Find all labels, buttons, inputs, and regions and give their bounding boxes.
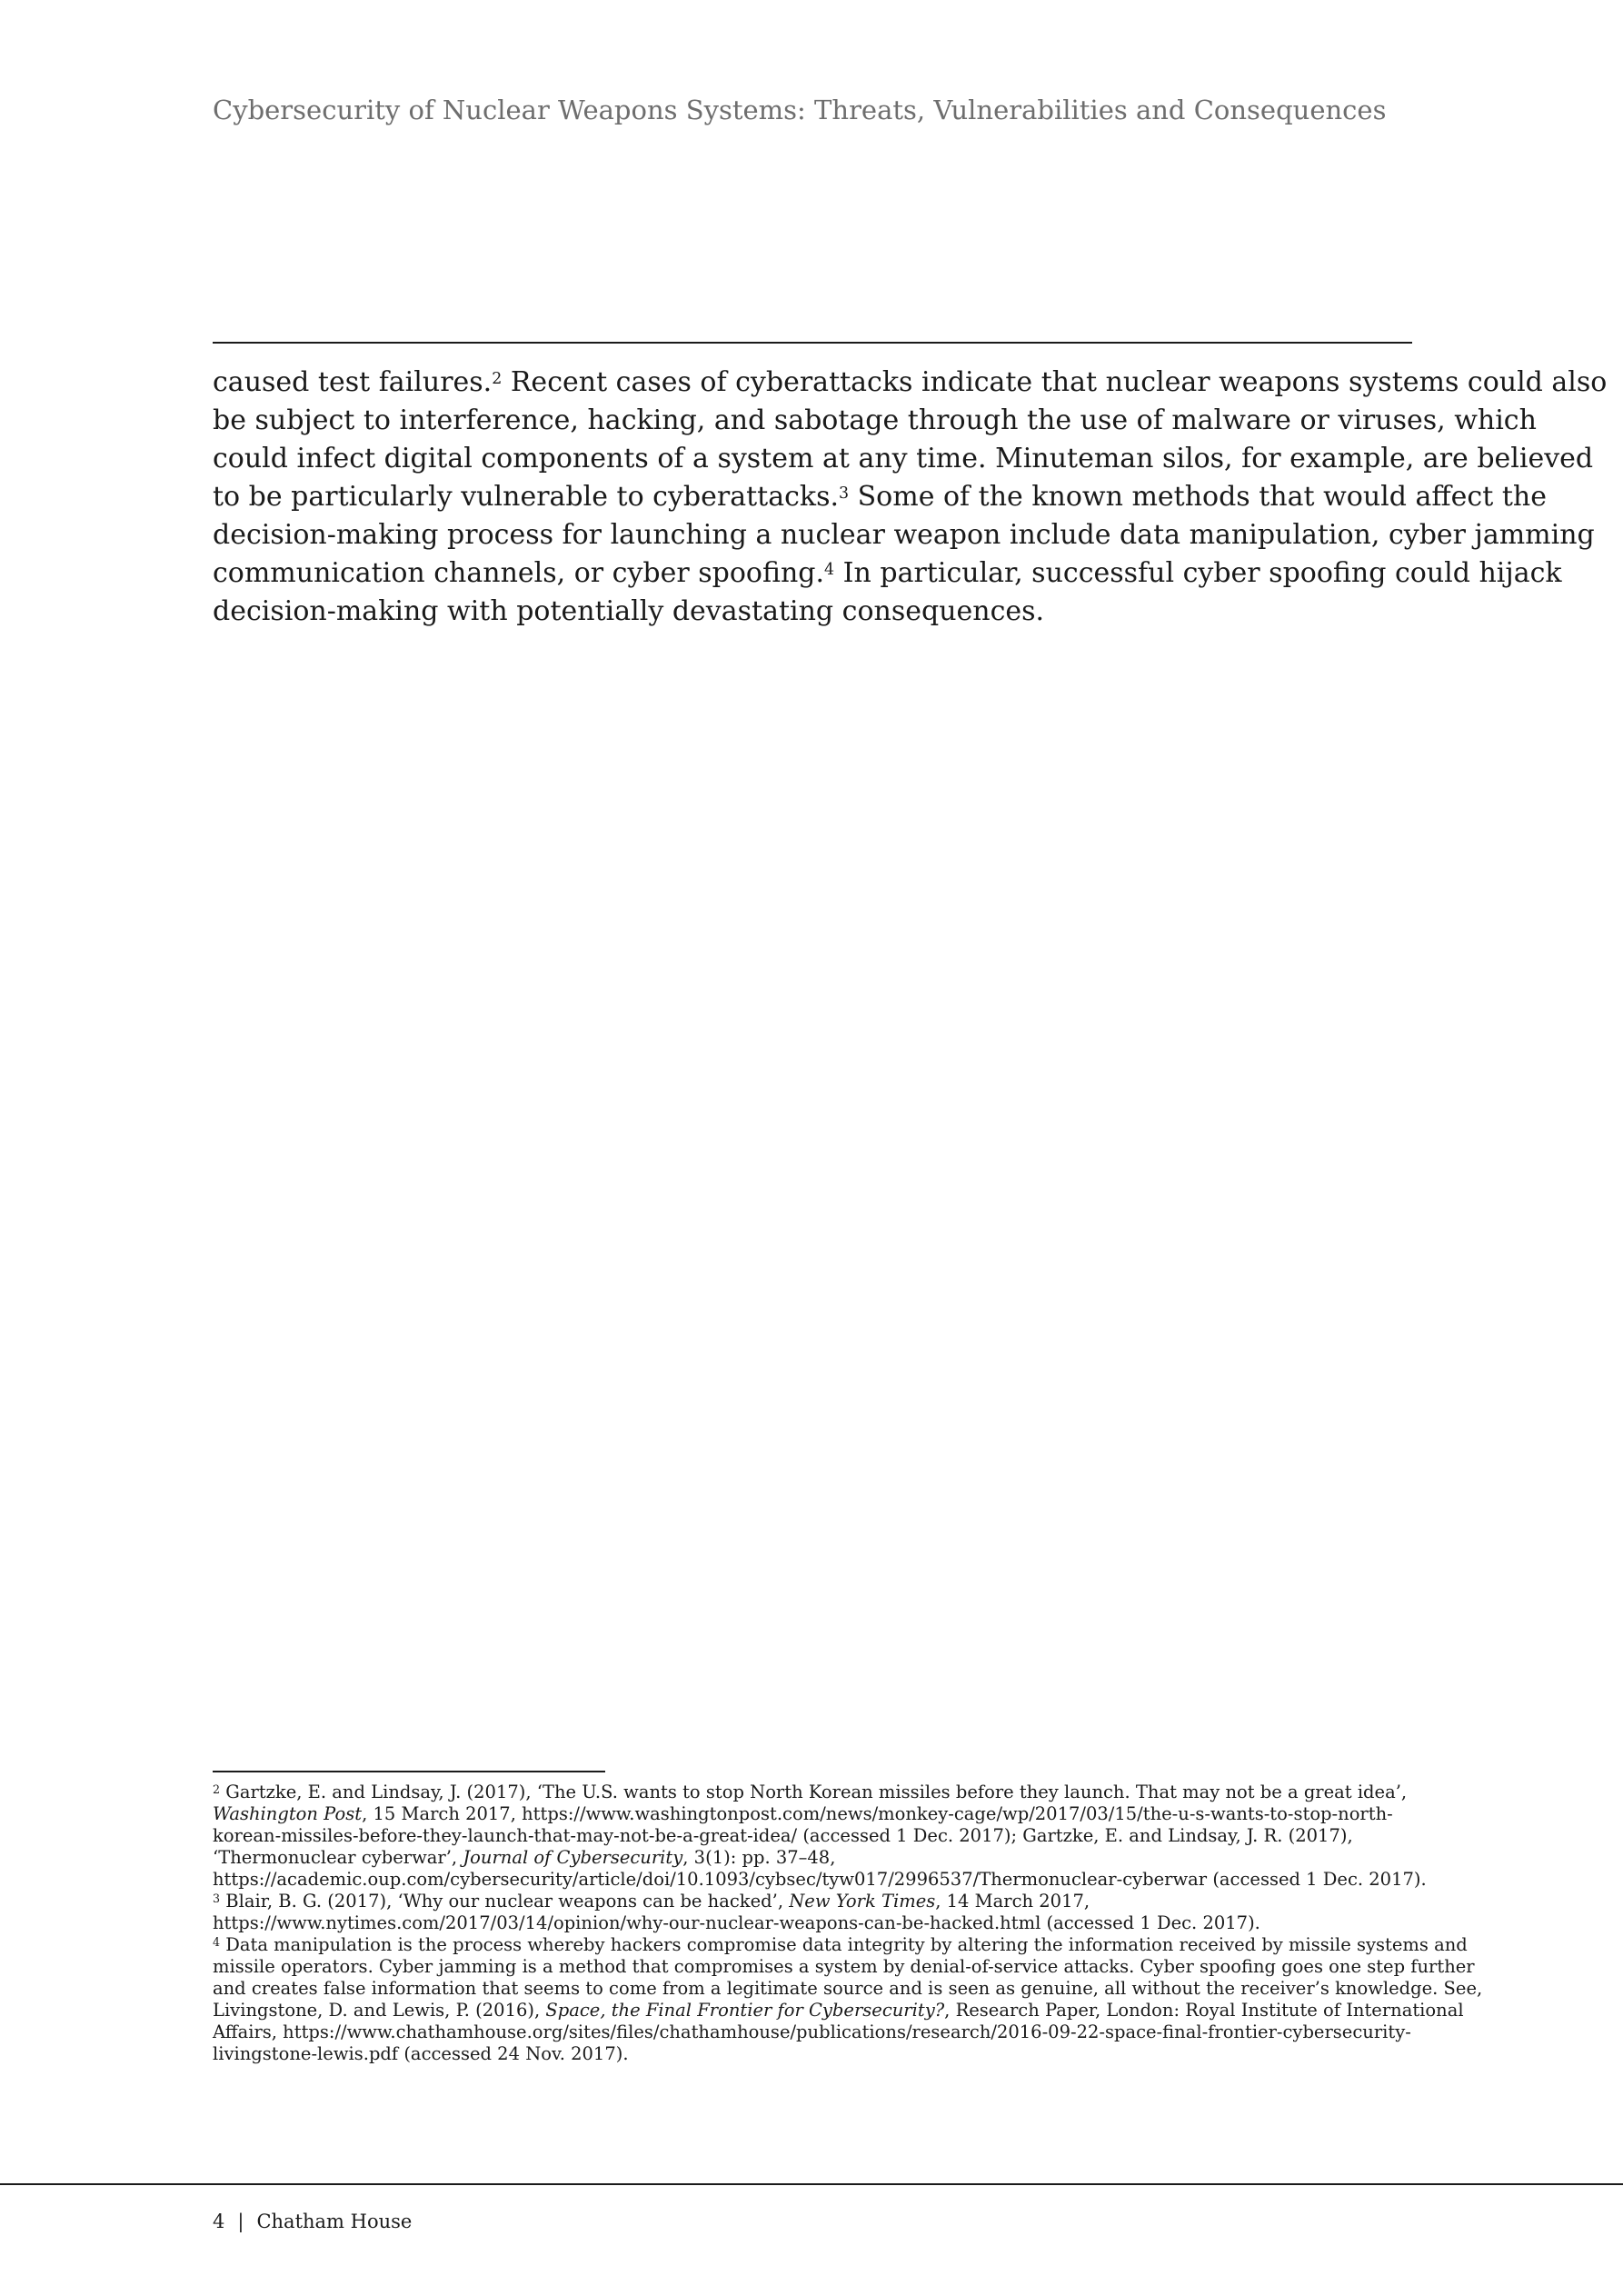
footnote-text: Gartzke, E. and Lindsay, J. (2017), ‘The U.S. wants to stop North Korean missiles before they launch. That may not be a great idea’, bbox=[220, 1782, 1408, 1802]
footnote-link-line[interactable]: https://academic.oup.com/cybersecurity/article/doi/10.1093/cybsec/tyw017/2996537/Thermonuclear-cyberwar (accessed 1 Dec. 2017). bbox=[213, 1869, 1427, 1890]
body-text-segment: caused test failures. bbox=[213, 366, 493, 398]
footnote-text: , 14 March 2017, bbox=[935, 1891, 1090, 1912]
footnote-line bbox=[213, 1891, 1421, 1912]
publisher-name: Chatham House bbox=[256, 2211, 413, 2232]
footnote-line bbox=[213, 1803, 1421, 1825]
header-divider bbox=[213, 342, 1412, 344]
footnote-number-4: 4 bbox=[213, 1934, 221, 1949]
footer-divider bbox=[0, 2183, 1623, 2185]
footnote-text: Data manipulation is the process whereby hackers compromise data integrity by altering the information received by missile systems and bbox=[220, 1934, 1468, 1955]
footnote-text: , 3(1): pp. 37–48, bbox=[682, 1847, 836, 1868]
body-text-segment: In particular, successful cyber spoofing could hijack bbox=[834, 557, 1562, 589]
footnote-link-line[interactable]: livingstone-lewis.pdf (accessed 24 Nov. 2017). bbox=[213, 2043, 629, 2064]
footnote-line: and creates false information that seems to come from a legitimate source and is seen as genuine, all without the receiver’s knowledge. See, bbox=[213, 1978, 1483, 1999]
body-line bbox=[213, 478, 1547, 516]
running-header-title: Cybersecurity of Nuclear Weapons Systems: Threats, Vulnerabilities and Consequences bbox=[213, 95, 1387, 125]
footnote-number-3: 3 bbox=[213, 1891, 221, 1905]
footnote-text: Blair, B. G. (2017), ‘Why our nuclear weapons can be hacked’, bbox=[220, 1891, 790, 1912]
footer-separator: | bbox=[237, 2211, 244, 2232]
body-text-segment: to be particularly vulnerable to cyberattacks. bbox=[213, 481, 840, 513]
footnote-number-2: 2 bbox=[213, 1782, 221, 1796]
footnote-line[interactable]: korean-missiles-before-they-launch-that-may-not-be-a-great-idea/ (accessed 1 Dec. 2017); Gartzke, E. and Lindsay, J. R. (2017), bbox=[213, 1825, 1353, 1846]
footnote-italic-title: Washington Post bbox=[213, 1803, 363, 1824]
body-line: could infect digital components of a system at any time. Minuteman silos, for example, are believed bbox=[213, 443, 1594, 474]
page-footer bbox=[213, 2211, 412, 2232]
footnote-ref-2[interactable]: 2 bbox=[492, 370, 503, 389]
footnote-line bbox=[213, 1782, 1421, 1803]
body-text-segment: Some of the known methods that would affect the bbox=[849, 481, 1547, 513]
body-line: decision-making process for launching a nuclear weapon include data manipulation, cyber jamming bbox=[213, 519, 1595, 551]
footnote-italic-title: Space, the Final Frontier for Cybersecurity? bbox=[545, 2000, 945, 2021]
body-line: decision-making with potentially devastating consequences. bbox=[213, 595, 1045, 627]
footnote-italic-title: New York Times bbox=[789, 1891, 936, 1912]
body-line: be subject to interference, hacking, and sabotage through the use of malware or viruses, which bbox=[213, 404, 1537, 436]
footnote-link-line[interactable]: https://www.nytimes.com/2017/03/14/opinion/why-our-nuclear-weapons-can-be-hacked.html (accessed 1 Dec. 2017). bbox=[213, 1912, 1260, 1933]
footnote-link-line[interactable]: Affairs, https://www.chathamhouse.org/sites/files/chathamhouse/publications/research/2016-09-22-space-final-frontier-cybersecurity- bbox=[213, 2021, 1411, 2042]
footnote-line: missile operators. Cyber jamming is a method that compromises a system by denial-of-service attacks. Cyber spoofing goes one step further bbox=[213, 1956, 1475, 1977]
footnote-text: , Research Paper, London: Royal Institute of International bbox=[944, 2000, 1464, 2021]
footnote-ref-4[interactable]: 4 bbox=[824, 561, 835, 580]
footnote-text[interactable]: , 15 March 2017, https://www.washingtonpost.com/news/monkey-cage/wp/2017/03/15/the-u-s-wants-to-stop-north- bbox=[362, 1803, 1393, 1824]
body-line bbox=[213, 364, 1608, 402]
body-text-segment: communication channels, or cyber spoofing. bbox=[213, 557, 825, 589]
footnote-line bbox=[213, 2000, 1464, 2021]
footnote-line bbox=[213, 1847, 1421, 1869]
page-number: 4 bbox=[213, 2211, 225, 2232]
footnote-divider bbox=[213, 1771, 605, 1772]
footnote-text: ‘Thermonuclear cyberwar’, bbox=[213, 1847, 463, 1868]
footnote-text: Livingstone, D. and Lewis, P. (2016), bbox=[213, 2000, 546, 2021]
footnote-line bbox=[213, 1934, 1468, 1956]
footnotes-section bbox=[213, 1782, 1483, 2065]
body-paragraph bbox=[213, 364, 1608, 631]
body-text-segment: Recent cases of cyberattacks indicate that nuclear weapons systems could also bbox=[502, 366, 1608, 398]
body-line bbox=[213, 554, 1562, 593]
footnote-italic-title: Journal of Cybersecurity bbox=[463, 1847, 683, 1868]
footnote-ref-3[interactable]: 3 bbox=[839, 484, 850, 504]
